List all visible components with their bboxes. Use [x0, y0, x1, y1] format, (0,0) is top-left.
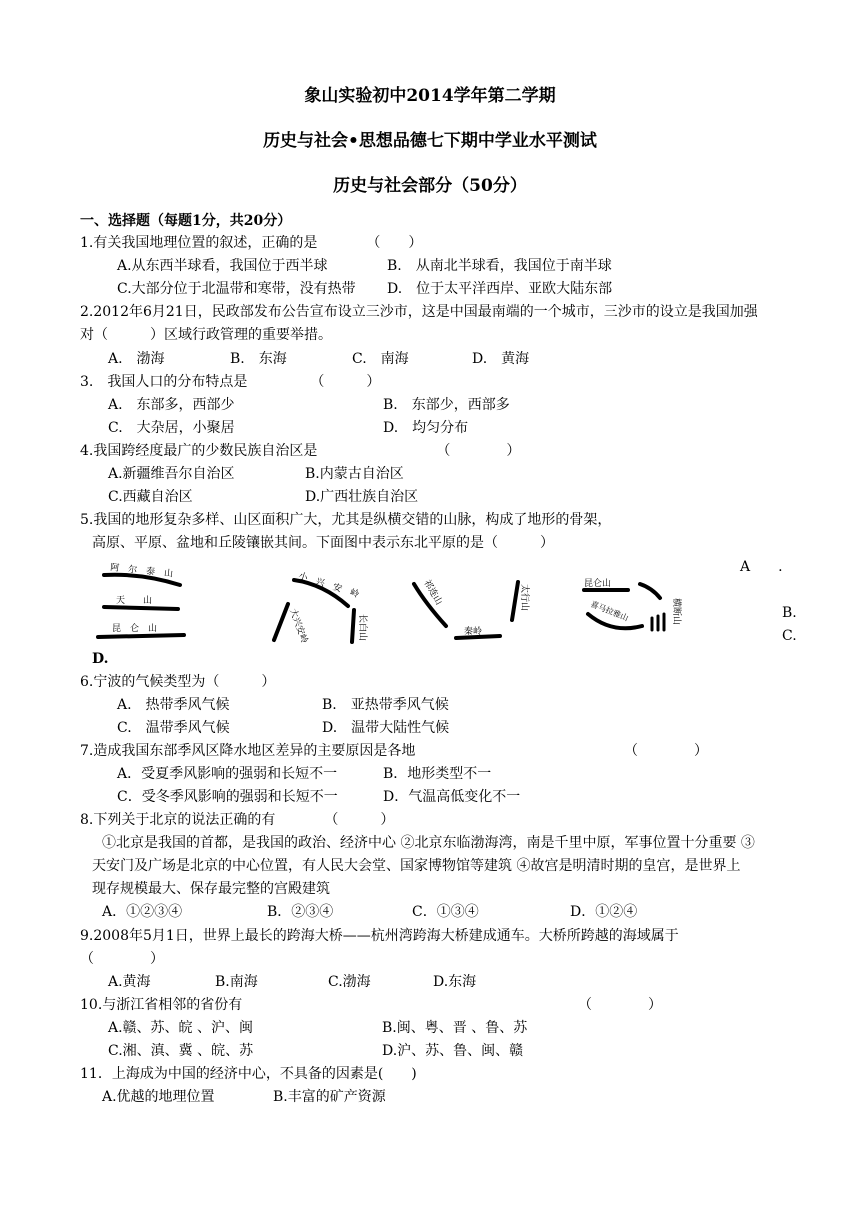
- q4-option-d: D.广西壮族自治区: [305, 489, 419, 505]
- map2-ridge-2: [274, 604, 288, 640]
- q6-option-b: B. 亚热带季风气候: [322, 697, 449, 713]
- q10-option-b: B.闽、粤、晋 、鲁、苏: [382, 1020, 528, 1036]
- q5-stem-line1: 5.我国的地形复杂多样、山区面积广大，尤其是纵横交错的山脉，构成了地形的骨架，: [80, 512, 612, 528]
- q4-option-a: A.新疆维吾尔自治区: [108, 466, 235, 482]
- q2-stem-line2: 对（ ）区域行政管理的重要举措。: [80, 327, 332, 343]
- q7-stem: 7.造成我国东部季风区降水地区差异的主要原因是各地: [80, 743, 416, 759]
- q10-option-c: C.湘、滇、冀 、皖、苏: [108, 1043, 254, 1059]
- section-heading: 一、选择题（每题1分，共20分）: [80, 213, 292, 229]
- part-title: 历史与社会部分（50分）: [333, 176, 527, 196]
- q7-option-a: A．受夏季风影响的强弱和长短不一: [117, 766, 338, 782]
- map-option-b: [268, 566, 383, 652]
- q5-label-a: A .: [740, 559, 783, 575]
- q8-option-a: A．①②③④: [102, 904, 183, 920]
- map-option-d: [578, 574, 698, 646]
- map2-label-1: 小 兴 安 岭: [297, 571, 361, 601]
- q3-stem: 3. 我国人口的分布特点是 （ ）: [80, 374, 381, 390]
- map-option-a: [92, 555, 192, 647]
- q2-option-b: B. 东海: [230, 351, 287, 367]
- q2-option-c: C. 南海: [352, 351, 409, 367]
- q7-option-d: D．气温高低变化不一: [383, 789, 521, 805]
- map2-label-3: 长白山: [357, 614, 367, 642]
- map1-label-2: 天 山: [116, 596, 153, 606]
- map4-ridge-4: [652, 614, 664, 630]
- q1-option-c: C.大部分位于北温带和寒带，没有热带: [117, 281, 356, 297]
- q9-stem-line2: （ ）: [80, 951, 164, 967]
- map2-label-2: 大兴安岭: [287, 607, 309, 645]
- q10-option-a: A.赣、苏、皖 、沪、闽: [108, 1020, 254, 1036]
- q5-stem-line2: 高原、平原、盆地和丘陵镶嵌其间。下面图中表示东北平原的是（ ）: [92, 535, 554, 551]
- q6-stem: 6.宁波的气候类型为（ ）: [80, 674, 276, 690]
- map3-label-1: 祁连山: [421, 578, 444, 607]
- q1-option-d: D. 位于太平洋西岸、亚欧大陆东部: [387, 281, 613, 297]
- q7-option-c: C．受冬季风影响的强弱和长短不一: [117, 789, 338, 805]
- map3-label-3: 秦岭: [464, 627, 483, 637]
- q2-option-d: D. 黄海: [472, 351, 530, 367]
- map-option-c: [410, 574, 530, 646]
- map3-label-2: 太行山: [519, 584, 529, 612]
- q2-stem-line1: 2.2012年6月21日，民政部发布公告宣布设立三沙市，这是中国最南端的一个城市，三沙市的设立是我国加强: [80, 304, 758, 320]
- q9-option-c: C.渤海: [328, 974, 371, 990]
- q8-line1: ①北京是我国的首都，是我国的政治、经济中心 ②北京东临渤海湾，南是千里中原，军事位置十分重要 ③: [102, 835, 755, 851]
- map3-ridge-2: [512, 582, 518, 620]
- q1-stem: 1.有关我国地理位置的叙述，正确的是 （ ）: [80, 235, 423, 251]
- q9-option-d: D.东海: [433, 974, 477, 990]
- q8-line3: 现存规模最大、保存最完整的宫殿建筑: [92, 881, 330, 897]
- q10-stem: 10.与浙江省相邻的省份有: [80, 997, 243, 1013]
- q4-option-c: C.西藏自治区: [108, 489, 193, 505]
- q5-label-d: D.: [92, 651, 109, 667]
- map2-ridge-3: [352, 610, 354, 642]
- q7-option-b: B．地形类型不一: [383, 766, 492, 782]
- q6-option-a: A. 热带季风气候: [117, 697, 230, 713]
- exam-title: 历史与社会•思想品德七下期中学业水平测试: [263, 131, 597, 151]
- q1-option-b: B. 从南北半球看，我国位于南半球: [387, 258, 612, 274]
- q11-option-b: B.丰富的矿产资源: [273, 1089, 386, 1105]
- q5-label-c: C.: [782, 628, 797, 644]
- q4-stem: 4.我国跨经度最广的少数民族自治区是 （ ）: [80, 443, 521, 459]
- map1-ridge-3: [98, 635, 184, 637]
- q11-stem: 11．上海成为中国的经济中心，不具备的因素是( ): [80, 1066, 417, 1082]
- q6-option-d: D. 温带大陆性气候: [322, 720, 450, 736]
- q3-option-d: D. 均匀分布: [383, 420, 469, 436]
- q8-option-b: B．②③④: [267, 904, 334, 920]
- q3-option-a: A. 东部多，西部少: [108, 397, 235, 413]
- q9-stem-line1: 9.2008年5月1日，世界上最长的跨海大桥——杭州湾跨海大桥建成通车。大桥所跨越的海域属于: [80, 928, 679, 944]
- q9-option-a: A.黄海: [108, 974, 151, 990]
- map4-label-3: 横断山: [671, 598, 681, 626]
- q4-option-b: B.内蒙古自治区: [305, 466, 404, 482]
- q8-stem: 8.下列关于北京的说法正确的有 （ ）: [80, 812, 395, 828]
- q5-label-b: B.: [782, 605, 797, 621]
- q8-option-d: D．①②④: [570, 904, 638, 920]
- q11-option-a: A.优越的地理位置: [102, 1089, 215, 1105]
- q10-paren: （ ）: [578, 997, 662, 1013]
- q10-option-d: D.沪、苏、鲁、闽、赣: [382, 1043, 524, 1059]
- q3-option-c: C. 大杂居，小聚居: [108, 420, 235, 436]
- map4-label-2: 喜马拉雅山: [589, 599, 630, 623]
- map4-ridge-2: [640, 584, 660, 598]
- q2-option-a: A. 渤海: [108, 351, 165, 367]
- q7-paren: （ ）: [624, 743, 708, 759]
- q8-option-c: C．①③④: [412, 904, 479, 920]
- q1-option-a: A.从东西半球看，我国位于西半球: [117, 258, 328, 274]
- map1-label-1: 阿 尔 泰 山: [109, 563, 174, 580]
- q8-line2: 天安门及广场是北京的中心位置，有人民大会堂、国家博物馆等建筑 ④故宫是明清时期的皇宫，是世界上: [92, 858, 741, 874]
- q6-option-c: C. 温带季风气候: [117, 720, 230, 736]
- map1-ridge-2: [104, 607, 178, 609]
- q9-option-b: B.南海: [215, 974, 258, 990]
- q3-option-b: B. 东部少，西部多: [383, 397, 510, 413]
- map4-label-1: 昆仑山: [584, 579, 612, 589]
- school-title: 象山实验初中2014学年第二学期: [304, 86, 556, 106]
- map1-label-3: 昆 仑 山: [112, 624, 158, 634]
